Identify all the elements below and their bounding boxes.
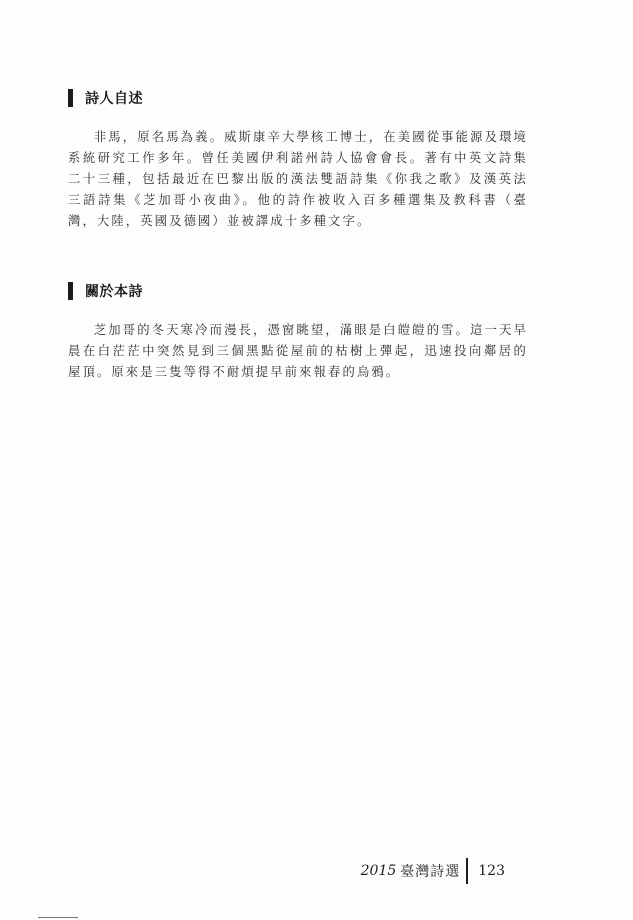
- page-number: 123: [478, 863, 505, 879]
- footer-year: 2015: [360, 863, 397, 879]
- footer-divider: [466, 858, 468, 884]
- heading-marker-bar: [68, 282, 73, 300]
- about-poem-heading: [68, 280, 528, 302]
- author-statement-heading: [68, 87, 528, 109]
- heading-marker-bar: [68, 89, 73, 107]
- author-statement-text: 非馬，原名馬為義。威斯康辛大學核工博士，在美國從事能源及環境系統研究工作多年。曾任美國伊利諾州詩人協會會長。著有中英文詩集二十三種，包括最近在巴黎出版的漢法雙語詩集《你我之歌》及漢英法三語詩集《芝加哥小夜曲》。他的詩作被收入百多種選集及教科書（臺灣，大陸，英國及德國）並被譯成十多種文字。: [68, 130, 528, 228]
- author-statement-section: [68, 87, 528, 232]
- about-poem-text: 芝加哥的冬天寒冷而漫長，憑窗眺望，滿眼是白皚皚的雪。這一天早晨在白茫茫中突然見到三個黑點從屋前的枯樹上彈起，迅速投向鄰居的屋頂。原來是三隻等得不耐煩提早前來報春的烏鴉。: [68, 323, 528, 379]
- author-statement-title: 詩人自述: [85, 91, 143, 107]
- about-poem-section: [68, 280, 528, 383]
- footer-book-title: 臺灣詩選: [400, 864, 461, 880]
- about-poem-title: 關於本詩: [85, 284, 143, 300]
- scan-edge-mark: [38, 917, 78, 918]
- page-footer: [361, 860, 505, 882]
